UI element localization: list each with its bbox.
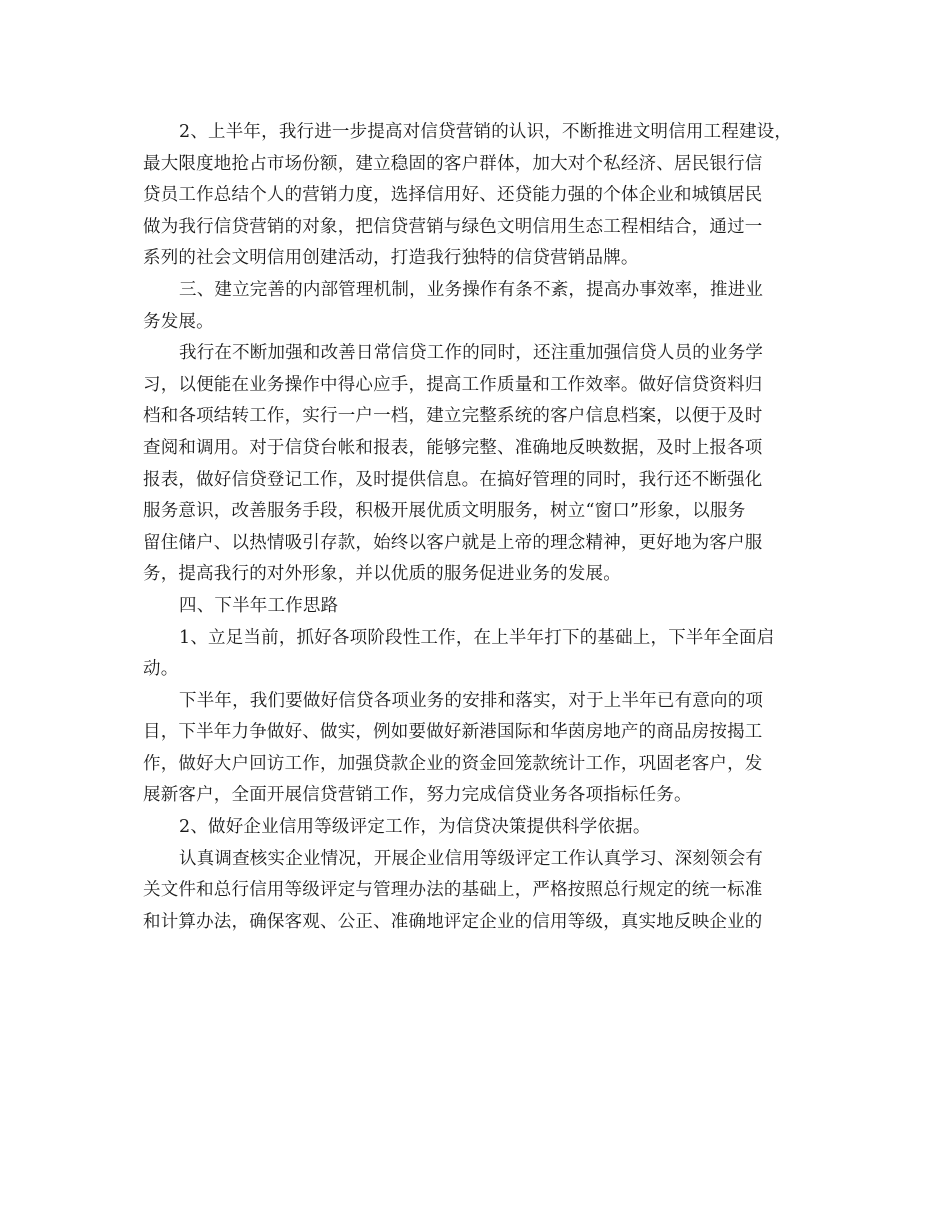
text-line: 和计算办法，确保客观、公正、准确地评定企业的信用等级，真实地反映企业的 — [143, 911, 763, 932]
text-line: 下半年，我们要做好信贷各项业务的安排和落实，对于上半年已有意向的项 — [179, 690, 764, 711]
text-line: 务，提高我行的对外形象，并以优质的服务促进业务的发展。 — [143, 564, 621, 585]
text-line: 动。 — [143, 659, 179, 680]
section-heading: 四、下半年工作思路 — [179, 595, 339, 616]
text-line: 留住储户、以热情吸引存款，始终以客户就是上帝的理念精神，更好地为客户服 — [143, 532, 763, 553]
text-line: 2、做好企业信用等级评定工作，为信贷决策提供科学依据。 — [179, 817, 651, 838]
text-line: 报表，做好信贷登记工作，及时提供信息。在搞好管理的同时，我行还不断强化 — [143, 469, 763, 490]
text-line: 认真调查核实企业情况，开展企业信用等级评定工作认真学习、深刻领会有 — [179, 848, 764, 869]
text-line: 1、立足当前，抓好各项阶段性工作，在上半年打下的基础上，下半年全面启 — [179, 627, 775, 648]
text-line: 查阅和调用。对于信贷台帐和报表，能够完整、准确地反映数据，及时上报各项 — [143, 437, 763, 458]
text-line: 档和各项结转工作，实行一户一档，建立完整系统的客户信息档案，以便于及时 — [143, 406, 763, 427]
text-line: 贷员工作总结个人的营销力度，选择信用好、还贷能力强的个体企业和城镇居民 — [143, 185, 763, 206]
text-line: 作，做好大户回访工作，加强贷款企业的资金回笼款统计工作，巩固老客户，发 — [143, 753, 763, 774]
text-line: 系列的社会文明信用创建活动，打造我行独特的信贷营销品牌。 — [143, 248, 639, 269]
text-line: 我行在不断加强和改善日常信贷工作的同时，还注重加强信贷人员的业务学 — [179, 343, 764, 364]
text-line: 关文件和总行信用等级评定与管理办法的基础上，严格按照总行规定的统一标准 — [143, 880, 763, 901]
document-body — [143, 117, 823, 938]
text-line: 2、上半年，我行进一步提高对信贷营销的认识，不断推进文明信用工程建设， — [179, 122, 793, 142]
text-line: 做为我行信贷营销的对象，把信贷营销与绿色文明信用生态工程相结合，通过一 — [143, 216, 763, 237]
text-line: 服务意识，改善服务手段，积极开展优质文明服务，树立“窗口”形象，以服务 — [143, 501, 746, 522]
text-line: 务发展。 — [143, 311, 214, 332]
text-line: 目，下半年力争做好、做实，例如要做好新港国际和华茵房地产的商品房按揭工 — [143, 722, 763, 743]
text-line: 习，以便能在业务操作中得心应手，提高工作质量和工作效率。做好信贷资料归 — [143, 374, 763, 395]
text-line: 展新客户，全面开展信贷营销工作，努力完成信贷业务各项指标任务。 — [143, 785, 692, 806]
section-heading: 三、建立完善的内部管理机制，业务操作有条不紊，提高办事效率，推进业 — [179, 279, 764, 300]
text-line: 最大限度地抢占市场份额，建立稳固的客户群体，加大对个私经济、居民银行信 — [143, 153, 763, 174]
